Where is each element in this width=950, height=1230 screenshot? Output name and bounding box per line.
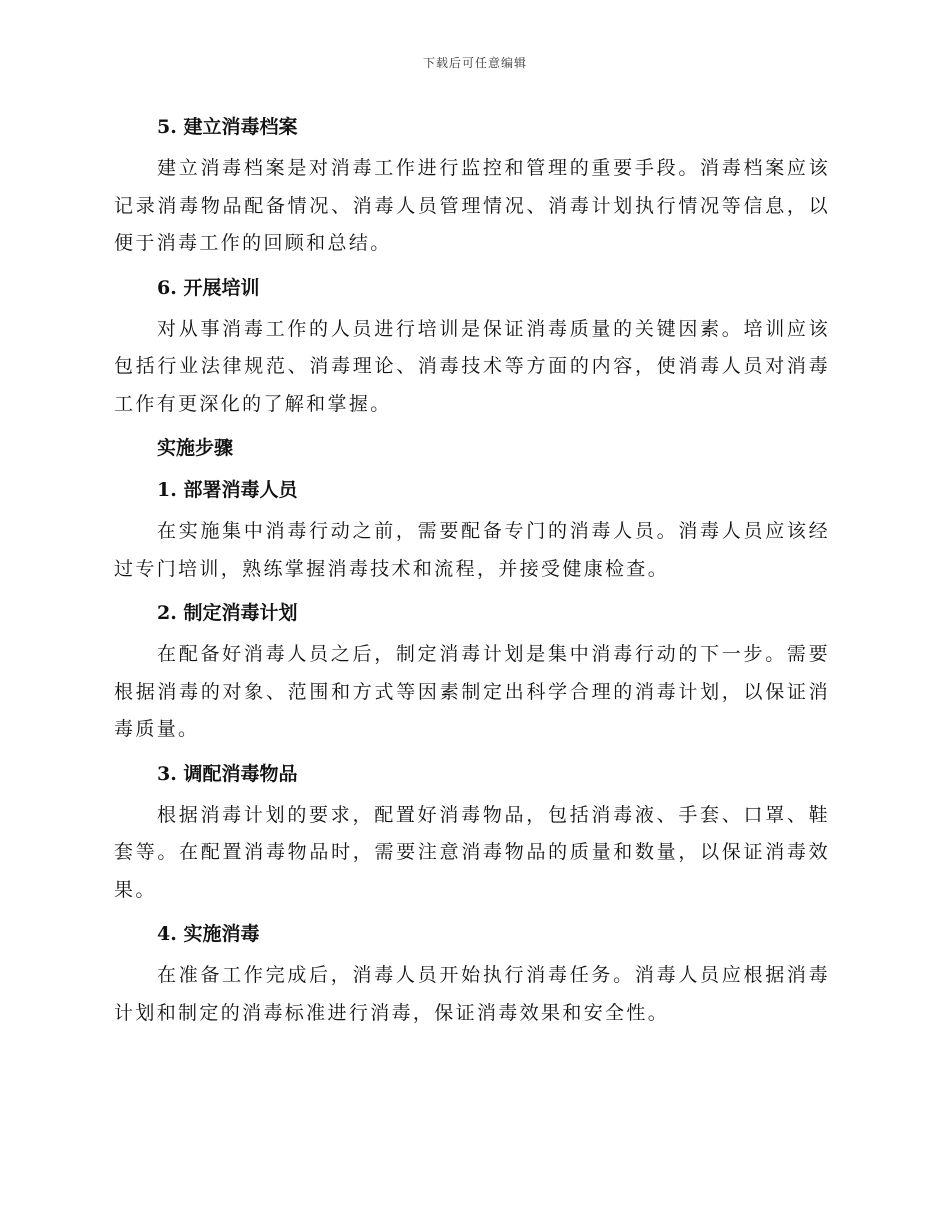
section-paragraph: 建立消毒档案是对消毒工作进行监控和管理的重要手段。消毒档案应该记录消毒物品配备情况、消毒人员管理情况、消毒计划执行情况等信息，以便于消毒工作的回顾和总结。 [114,157,830,254]
section-heading: 1. 部署消毒人员 [157,479,298,501]
section-heading: 3. 调配消毒物品 [157,762,298,785]
section-paragraph: 在实施集中消毒行动之前，需要配备专门的消毒人员。消毒人员应该经过专门培训，熟练掌握消毒技术和流程，并接受健康检查。 [114,520,830,580]
section-heading: 6. 开展培训 [157,276,260,299]
page-header-note: 下载后可任意编辑 [422,56,527,70]
section-paragraph: 在准备工作完成后，消毒人员开始执行消毒任务。消毒人员应根据消毒计划和制定的消毒标准进行消毒，保证消毒效果和安全性。 [114,964,830,1024]
section-heading: 2. 制定消毒计划 [157,602,298,624]
section-heading: 5. 建立消毒档案 [157,116,298,138]
document-body [114,108,830,1038]
chapter-heading: 实施步骤 [157,437,234,459]
section-paragraph: 在配备好消毒人员之后，制定消毒计划是集中消毒行动的下一步。需要根据消毒的对象、范围和方式等因素制定出科学合理的消毒计划，以保证消毒质量。 [114,643,830,740]
section-heading: 4. 实施消毒 [157,923,260,945]
section-paragraph: 对从事消毒工作的人员进行培训是保证消毒质量的关键因素。培训应该包括行业法律规范、消毒理论、消毒技术等方面的内容，使消毒人员对消毒工作有更深化的了解和掌握。 [114,317,830,415]
section-paragraph: 根据消毒计划的要求，配置好消毒物品，包括消毒液、手套、口罩、鞋套等。在配置消毒物品时，需要注意消毒物品的质量和数量，以保证消毒效果。 [114,803,830,901]
